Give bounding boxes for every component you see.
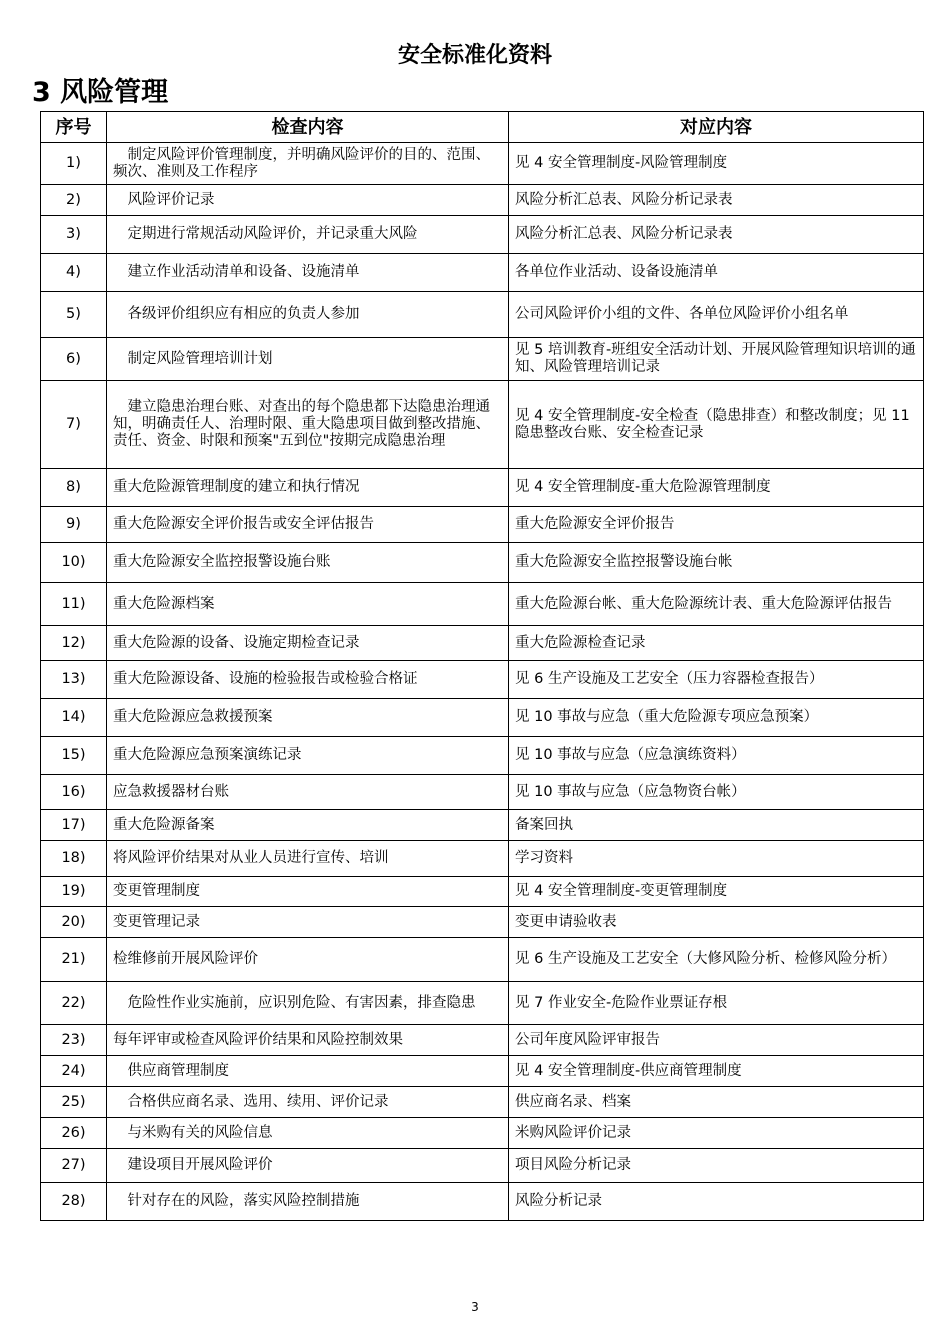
row-number: 8)	[41, 469, 107, 507]
table-row	[41, 292, 924, 338]
check-content-cell: 变更管理记录	[107, 907, 509, 938]
row-number: 27)	[41, 1149, 107, 1183]
check-content-cell: 制定风险管理培训计划	[107, 338, 509, 381]
table-body	[41, 143, 924, 1221]
table-row	[41, 982, 924, 1025]
corresponding-content-cell: 见 6 生产设施及工艺安全（大修风险分析、检修风险分析）	[509, 938, 924, 982]
row-number: 26)	[41, 1118, 107, 1149]
check-content-cell: 风险评价记录	[107, 185, 509, 216]
corresponding-content-cell: 各单位作业活动、设备设施清单	[509, 254, 924, 292]
corresponding-content-cell: 备案回执	[509, 810, 924, 841]
table-row	[41, 699, 924, 737]
check-content-cell: 定期进行常规活动风险评价，并记录重大风险	[107, 216, 509, 254]
row-number: 21)	[41, 938, 107, 982]
corresponding-content-cell: 见 10 事故与应急（应急物资台帐）	[509, 775, 924, 810]
table-row	[41, 775, 924, 810]
table-row	[41, 1056, 924, 1087]
row-number: 24)	[41, 1056, 107, 1087]
corresponding-content-cell: 重大危险源安全评价报告	[509, 507, 924, 543]
check-content-cell: 重大危险源设备、设施的检验报告或检验合格证	[107, 661, 509, 699]
table-row	[41, 338, 924, 381]
check-content-cell: 供应商管理制度	[107, 1056, 509, 1087]
row-number: 25)	[41, 1087, 107, 1118]
check-content-cell: 应急救援器材台账	[107, 775, 509, 810]
check-content-cell: 重大危险源备案	[107, 810, 509, 841]
table-row	[41, 1149, 924, 1183]
table-row	[41, 1087, 924, 1118]
table-row	[41, 907, 924, 938]
corresponding-content-cell: 风险分析记录	[509, 1183, 924, 1221]
table-row	[41, 877, 924, 907]
table-row	[41, 661, 924, 699]
corresponding-content-cell: 学习资料	[509, 841, 924, 877]
check-content-cell: 重大危险源应急预案演练记录	[107, 737, 509, 775]
table-row	[41, 841, 924, 877]
check-content-cell: 检维修前开展风险评价	[107, 938, 509, 982]
corresponding-content-cell: 重大危险源台帐、重大危险源统计表、重大危险源评估报告	[509, 583, 924, 626]
check-content-cell: 建立作业活动清单和设备、设施清单	[107, 254, 509, 292]
table-row	[41, 1025, 924, 1056]
risk-management-table	[40, 111, 924, 1221]
table-row	[41, 737, 924, 775]
table-row	[41, 216, 924, 254]
row-number: 6)	[41, 338, 107, 381]
table-header-row	[41, 112, 924, 143]
header-corresponding-content: 对应内容	[509, 112, 924, 143]
table-row	[41, 1183, 924, 1221]
row-number: 19)	[41, 877, 107, 907]
corresponding-content-cell: 重大危险源安全监控报警设施台帐	[509, 543, 924, 583]
check-content-cell: 建设项目开展风险评价	[107, 1149, 509, 1183]
check-content-cell: 变更管理制度	[107, 877, 509, 907]
corresponding-content-cell: 见 10 事故与应急（重大危险源专项应急预案）	[509, 699, 924, 737]
row-number: 5)	[41, 292, 107, 338]
row-number: 23)	[41, 1025, 107, 1056]
check-content-cell: 制定风险评价管理制度，并明确风险评价的目的、范围、频次、准则及工作程序	[107, 143, 509, 185]
corresponding-content-cell: 变更申请验收表	[509, 907, 924, 938]
table-row	[41, 626, 924, 661]
row-number: 9)	[41, 507, 107, 543]
check-content-cell: 建立隐患治理台账、对查出的每个隐患都下达隐患治理通知，明确责任人、治理时限、重大隐患项目做到整改措施、责任、资金、时限和预案"五到位"按期完成隐患治理	[107, 381, 509, 469]
row-number: 20)	[41, 907, 107, 938]
check-content-cell: 重大危险源安全评价报告或安全评估报告	[107, 507, 509, 543]
corresponding-content-cell: 见 4 安全管理制度-重大危险源管理制度	[509, 469, 924, 507]
table-row	[41, 507, 924, 543]
table-row	[41, 543, 924, 583]
check-content-cell: 与米购有关的风险信息	[107, 1118, 509, 1149]
row-number: 16)	[41, 775, 107, 810]
corresponding-content-cell: 见 4 安全管理制度-风险管理制度	[509, 143, 924, 185]
row-number: 13)	[41, 661, 107, 699]
row-number: 17)	[41, 810, 107, 841]
check-content-cell: 重大危险源管理制度的建立和执行情况	[107, 469, 509, 507]
check-content-cell: 重大危险源档案	[107, 583, 509, 626]
corresponding-content-cell: 见 6 生产设施及工艺安全（压力容器检查报告）	[509, 661, 924, 699]
table-row	[41, 469, 924, 507]
corresponding-content-cell: 米购风险评价记录	[509, 1118, 924, 1149]
corresponding-content-cell: 见 4 安全管理制度-供应商管理制度	[509, 1056, 924, 1087]
row-number: 4)	[41, 254, 107, 292]
check-content-cell: 合格供应商名录、选用、续用、评价记录	[107, 1087, 509, 1118]
check-content-cell: 各级评价组织应有相应的负责人参加	[107, 292, 509, 338]
check-content-cell: 重大危险源安全监控报警设施台账	[107, 543, 509, 583]
corresponding-content-cell: 见 5 培训教育-班组安全活动计划、开展风险管理知识培训的通知、风险管理培训记录	[509, 338, 924, 381]
corresponding-content-cell: 公司风险评价小组的文件、各单位风险评价小组名单	[509, 292, 924, 338]
check-content-cell: 针对存在的风险，落实风险控制措施	[107, 1183, 509, 1221]
check-content-cell: 每年评审或检查风险评价结果和风险控制效果	[107, 1025, 509, 1056]
header-serial-number: 序号	[41, 112, 107, 143]
table-row	[41, 185, 924, 216]
table-row	[41, 938, 924, 982]
table-row	[41, 1118, 924, 1149]
table-row	[41, 810, 924, 841]
row-number: 7)	[41, 381, 107, 469]
row-number: 28)	[41, 1183, 107, 1221]
row-number: 11)	[41, 583, 107, 626]
row-number: 15)	[41, 737, 107, 775]
check-content-cell: 危险性作业实施前，应识别危险、有害因素，排查隐患	[107, 982, 509, 1025]
corresponding-content-cell: 见 10 事故与应急（应急演练资料）	[509, 737, 924, 775]
row-number: 3)	[41, 216, 107, 254]
table-row	[41, 381, 924, 469]
corresponding-content-cell: 风险分析汇总表、风险分析记录表	[509, 216, 924, 254]
table-row	[41, 254, 924, 292]
row-number: 2)	[41, 185, 107, 216]
table-row	[41, 583, 924, 626]
corresponding-content-cell: 见 4 安全管理制度-变更管理制度	[509, 877, 924, 907]
check-content-cell: 将风险评价结果对从业人员进行宣传、培训	[107, 841, 509, 877]
row-number: 14)	[41, 699, 107, 737]
section-heading: 3 风险管理	[32, 77, 169, 108]
check-content-cell: 重大危险源应急救援预案	[107, 699, 509, 737]
corresponding-content-cell: 风险分析汇总表、风险分析记录表	[509, 185, 924, 216]
row-number: 18)	[41, 841, 107, 877]
corresponding-content-cell: 重大危险源检查记录	[509, 626, 924, 661]
row-number: 12)	[41, 626, 107, 661]
check-content-cell: 重大危险源的设备、设施定期检查记录	[107, 626, 509, 661]
row-number: 1)	[41, 143, 107, 185]
corresponding-content-cell: 见 4 安全管理制度-安全检查（隐患排查）和整改制度；见 11 隐患整改台账、安全检查记录	[509, 381, 924, 469]
row-number: 22)	[41, 982, 107, 1025]
corresponding-content-cell: 公司年度风险评审报告	[509, 1025, 924, 1056]
table-row	[41, 143, 924, 185]
corresponding-content-cell: 供应商名录、档案	[509, 1087, 924, 1118]
corresponding-content-cell: 见 7 作业安全-危险作业票证存根	[509, 982, 924, 1025]
document-title: 安全标准化资料	[397, 43, 552, 68]
corresponding-content-cell: 项目风险分析记录	[509, 1149, 924, 1183]
row-number: 10)	[41, 543, 107, 583]
page-number: 3	[471, 1300, 479, 1314]
header-check-content: 检查内容	[107, 112, 509, 143]
